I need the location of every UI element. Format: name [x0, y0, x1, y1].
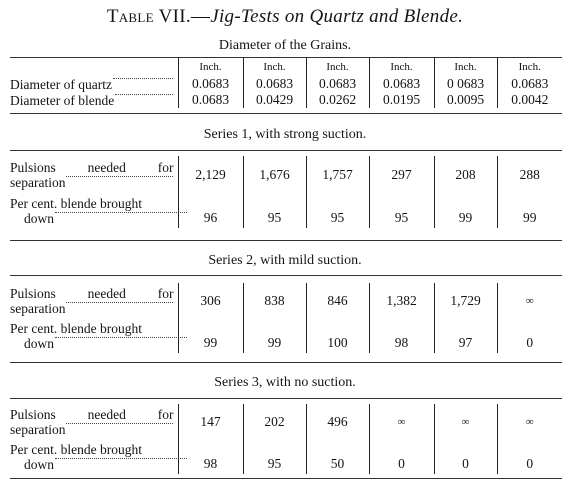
percent-label: Per cent. blende brought	[10, 442, 142, 457]
down-label: down	[24, 211, 54, 226]
units-row	[10, 58, 562, 76]
percent-value: 0	[369, 440, 434, 474]
percent-value: 0	[434, 440, 497, 474]
pulsions-value: 202	[243, 404, 306, 440]
rule	[10, 275, 562, 276]
pulsions-value: 297	[369, 156, 434, 194]
pulsions-row	[10, 156, 562, 194]
blende-value: 0.0262	[306, 92, 369, 108]
blende-value: 0.0683	[178, 92, 243, 108]
rule	[10, 113, 562, 114]
separation-label: separation	[10, 175, 66, 190]
blende-label: Diameter of blende	[10, 92, 115, 108]
percent-value: 0	[497, 440, 562, 474]
unit-cell: Inch.	[434, 58, 497, 76]
percent-row	[10, 319, 562, 353]
pulsions-row	[10, 404, 562, 440]
percent-row	[10, 440, 562, 474]
percent-label: Per cent. blende brought	[10, 196, 142, 211]
pulsions-value: 1,382	[369, 283, 434, 319]
percent-value: 50	[306, 440, 369, 474]
blende-row	[10, 92, 562, 108]
percent-value: 99	[434, 194, 497, 228]
table-subject: Jig-Tests on Quartz and Blende.	[210, 6, 464, 27]
pulsions-value: 288	[497, 156, 562, 194]
percent-value: 95	[369, 194, 434, 228]
pulsions-value: ∞	[434, 404, 497, 440]
pulsions-value: 306	[178, 283, 243, 319]
blende-value: 0.0195	[369, 92, 434, 108]
separation-label: separation	[10, 422, 66, 437]
quartz-value: 0.0683	[243, 76, 306, 92]
pulsions-value: 846	[306, 283, 369, 319]
pulsions-value: 2,129	[178, 156, 243, 194]
quartz-value: 0.0683	[497, 76, 562, 92]
quartz-value: 0.0683	[306, 76, 369, 92]
series-3-heading: Series 3, with no suction.	[214, 375, 356, 390]
pulsions-value: 1,676	[243, 156, 306, 194]
percent-value: 95	[306, 194, 369, 228]
series-2-heading: Series 2, with mild suction.	[208, 253, 362, 268]
diameter-table	[10, 58, 562, 108]
units-label-cell	[10, 58, 178, 76]
series-2-table	[10, 283, 562, 353]
percent-value: 99	[178, 319, 243, 353]
bottom-rule	[10, 478, 562, 479]
pulsions-value: 147	[178, 404, 243, 440]
quartz-label: Diameter of quartz	[10, 76, 112, 92]
down-label: down	[24, 336, 54, 351]
pulsions-label: Pulsions needed for	[10, 286, 174, 301]
quartz-value: 0.0683	[369, 76, 434, 92]
grains-heading: Diameter of the Grains.	[218, 38, 352, 53]
rule	[10, 240, 562, 241]
pulsions-value: 496	[306, 404, 369, 440]
rule	[10, 398, 562, 399]
pulsions-value: 1,729	[434, 283, 497, 319]
blende-value: 0.0429	[243, 92, 306, 108]
percent-row	[10, 194, 562, 228]
pulsions-value: ∞	[497, 404, 562, 440]
percent-value: 95	[243, 440, 306, 474]
down-label: down	[24, 457, 54, 472]
percent-value: 97	[434, 319, 497, 353]
pulsions-value: ∞	[497, 283, 562, 319]
quartz-row	[10, 76, 562, 92]
percent-value: 95	[243, 194, 306, 228]
percent-value: 96	[178, 194, 243, 228]
percent-value: 99	[497, 194, 562, 228]
pulsions-label: Pulsions needed for	[10, 407, 174, 422]
table-number: Table VII.	[106, 6, 191, 27]
pulsions-value: 838	[243, 283, 306, 319]
quartz-value: 0 0683	[434, 76, 497, 92]
pulsions-value: ∞	[369, 404, 434, 440]
unit-cell: Inch.	[243, 58, 306, 76]
separation-label: separation	[10, 301, 66, 316]
rule	[10, 362, 562, 363]
percent-label: Per cent. blende brought	[10, 321, 142, 336]
pulsions-value: 1,757	[306, 156, 369, 194]
quartz-value: 0.0683	[178, 76, 243, 92]
pulsions-value: 208	[434, 156, 497, 194]
unit-cell: Inch.	[497, 58, 562, 76]
title-dash: —	[190, 6, 211, 27]
blende-value: 0.0042	[497, 92, 562, 108]
unit-cell: Inch.	[369, 58, 434, 76]
table-title	[0, 6, 570, 28]
pulsions-row	[10, 283, 562, 319]
percent-value: 99	[243, 319, 306, 353]
series-1-table	[10, 156, 562, 228]
blende-value: 0.0095	[434, 92, 497, 108]
percent-value: 98	[178, 440, 243, 474]
percent-value: 100	[306, 319, 369, 353]
pulsions-label: Pulsions needed for	[10, 160, 174, 175]
series-3-table	[10, 404, 562, 474]
unit-cell: Inch.	[306, 58, 369, 76]
rule	[10, 150, 562, 151]
percent-value: 98	[369, 319, 434, 353]
series-1-heading: Series 1, with strong suction.	[203, 127, 367, 142]
unit-cell: Inch.	[178, 58, 243, 76]
percent-value: 0	[497, 319, 562, 353]
